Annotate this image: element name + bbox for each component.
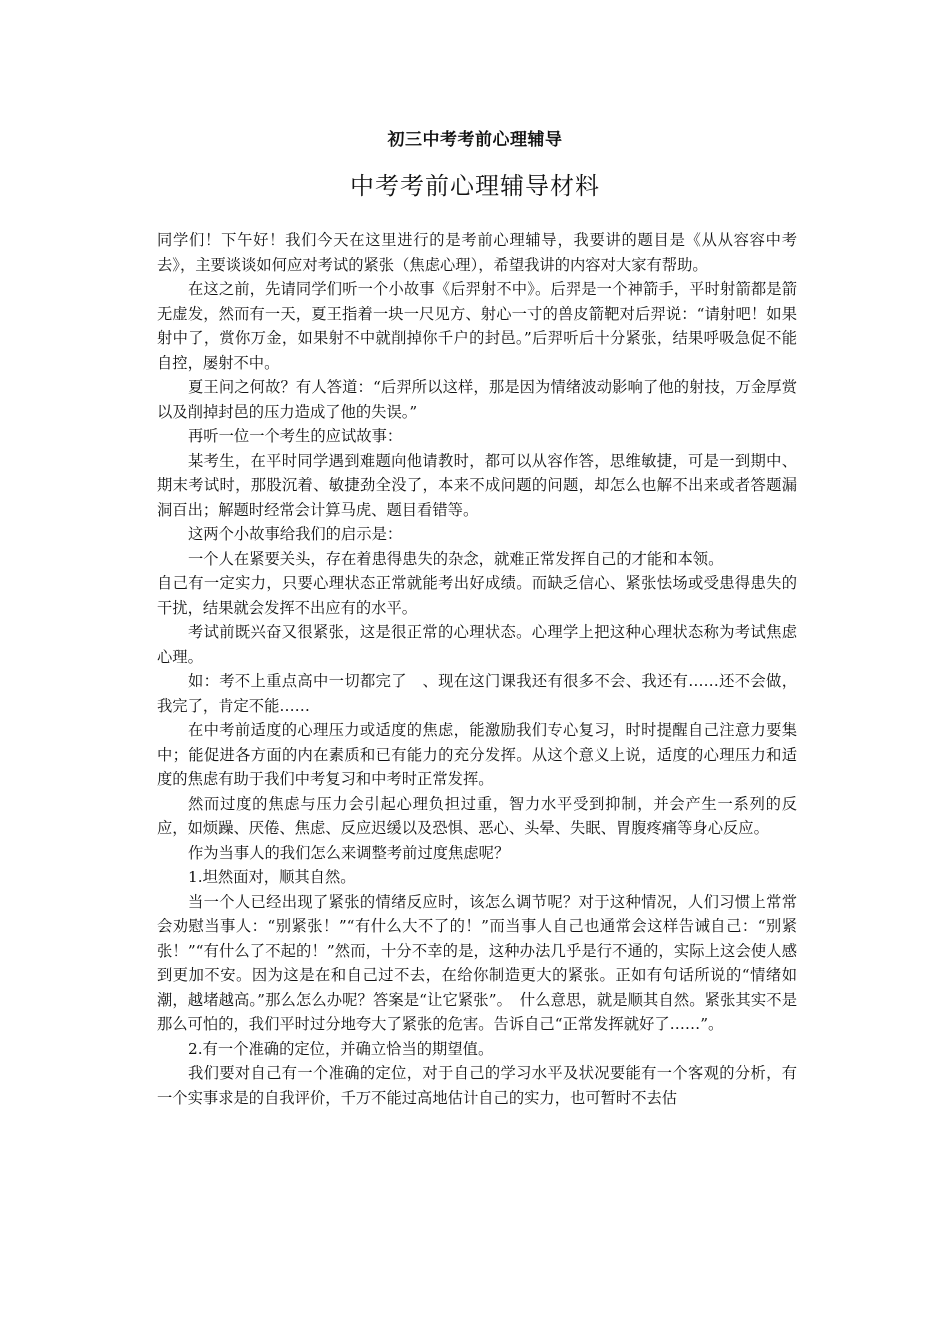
document-subtitle: 初三中考考前心理辅导	[387, 130, 563, 150]
paragraph-lesson-intro: 这两个小故事给我们的启示是：	[188, 525, 403, 543]
paragraph-point-1: 当一个人已经出现了紧张的情绪反应时，该怎么调节呢？对于这种情况，人们习惯上常常会劝慰当事人：“别紧张！”“有什么大不了的！”而当事人自己也通常会这样告诫自己：“别紧张！”“有什么了不起的！”然而，十分不幸的是，这种办法几乎是行不通的，实际上这会使人感到更加不安。因为这是在和自己过不去，在给你制造更大的紧张。正如有句话所说的“情绪如潮，越堵越高。”那么怎么办呢？答案是“让它紧张”。 什么意思，就是顺其自然。紧张其实不是那么可怕的，我们平时过分地夸大了紧张的危害。告诉自己“正常发挥就好了……”。	[157, 892, 797, 1033]
paragraph-lesson-2: 自己有一定实力，只要心理状态正常就能考出好成绩。而缺乏信心、紧张怯场或受患得患失的干扰，结果就会发挥不出应有的水平。	[157, 574, 797, 617]
paragraph-moderate-pressure: 在中考前适度的心理压力或适度的焦虑，能激励我们专心复习，时时提醒自己注意力要集中；能促进各方面的内在素质和已有能力的充分发挥。从这个意义上说，适度的心理压力和适度的焦虑有助于我们中考复习和中考时正常发挥。	[157, 721, 797, 788]
paragraph-second-story: 某考生，在平时同学遇到难题向他请教时，都可以从容作答，思维敏捷，可是一到期中、期末考试时，那股沉着、敏捷劲全没了，本来不成问题的问题，却怎么也解不出来或者答题漏洞百出；解题时经常会计算马虎、题目看错等。	[157, 451, 797, 519]
heading-point-2: 2.有一个准确的定位，并确立恰当的期望值。	[188, 1039, 494, 1058]
paragraph-lesson-1: 一个人在紧要关头，存在着患得患失的杂念，就难正常发挥自己的才能和本领。	[188, 549, 724, 568]
document-title: 中考考前心理辅导材料	[350, 172, 600, 200]
paragraph-second-story-intro: 再听一位一个考生的应试故事：	[188, 427, 403, 445]
document-body	[157, 228, 797, 1110]
paragraph-greeting: 同学们！下午好！我们今天在这里进行的是考前心理辅导，我要讲的题目是《从从容容中考去》，主要谈谈如何应对考试的紧张（焦虑心理），希望我讲的内容对大家有帮助。	[157, 231, 797, 274]
paragraph-story-answer: 夏王问之何故？有人答道：“后羿所以这样，那是因为情绪波动影响了他的射技，万金厚赏以及削掉封邑的压力造成了他的失误。”	[157, 378, 797, 421]
paragraph-anxiety-example: 如：考不上重点高中一切都完了 、现在这门课我还有很多不会、我还有……还不会做，我完了，肯定不能……	[157, 672, 797, 715]
paragraph-point-2: 我们要对自己有一个准确的定位，对于自己的学习水平及状况要能有一个客观的分析，有一个实事求是的自我评价，千万不能过高地估计自己的实力，也可暂时不去估	[157, 1064, 797, 1107]
paragraph-question: 作为当事人的我们怎么来调整考前过度焦虑呢？	[188, 843, 510, 862]
paragraph-story-intro: 在这之前，先请同学们听一个小故事《后羿射不中》。后羿是一个神箭手，平时射箭都是箭无虚发，然而有一天，夏王指着一块一尺见方、射心一寸的兽皮箭靶对后羿说：“请射吧！如果射中了，赏你万金，如果射不中就削掉你千户的封邑。”后羿听后十分紧张，结果呼吸急促不能自控，屡射不中。	[157, 280, 797, 372]
paragraph-anxiety-definition: 考试前既兴奋又很紧张，这是很正常的心理状态。心理学上把这种心理状态称为考试焦虑心理。	[157, 623, 797, 666]
paragraph-excessive-pressure: 然而过度的焦虑与压力会引起心理负担过重，智力水平受到抑制，并会产生一系列的反应，如烦躁、厌倦、焦虑、反应迟缓以及恐惧、恶心、头晕、失眠、胃腹疼痛等身心反应。	[157, 794, 797, 837]
heading-point-1: 1.坦然面对，顺其自然。	[188, 868, 356, 886]
